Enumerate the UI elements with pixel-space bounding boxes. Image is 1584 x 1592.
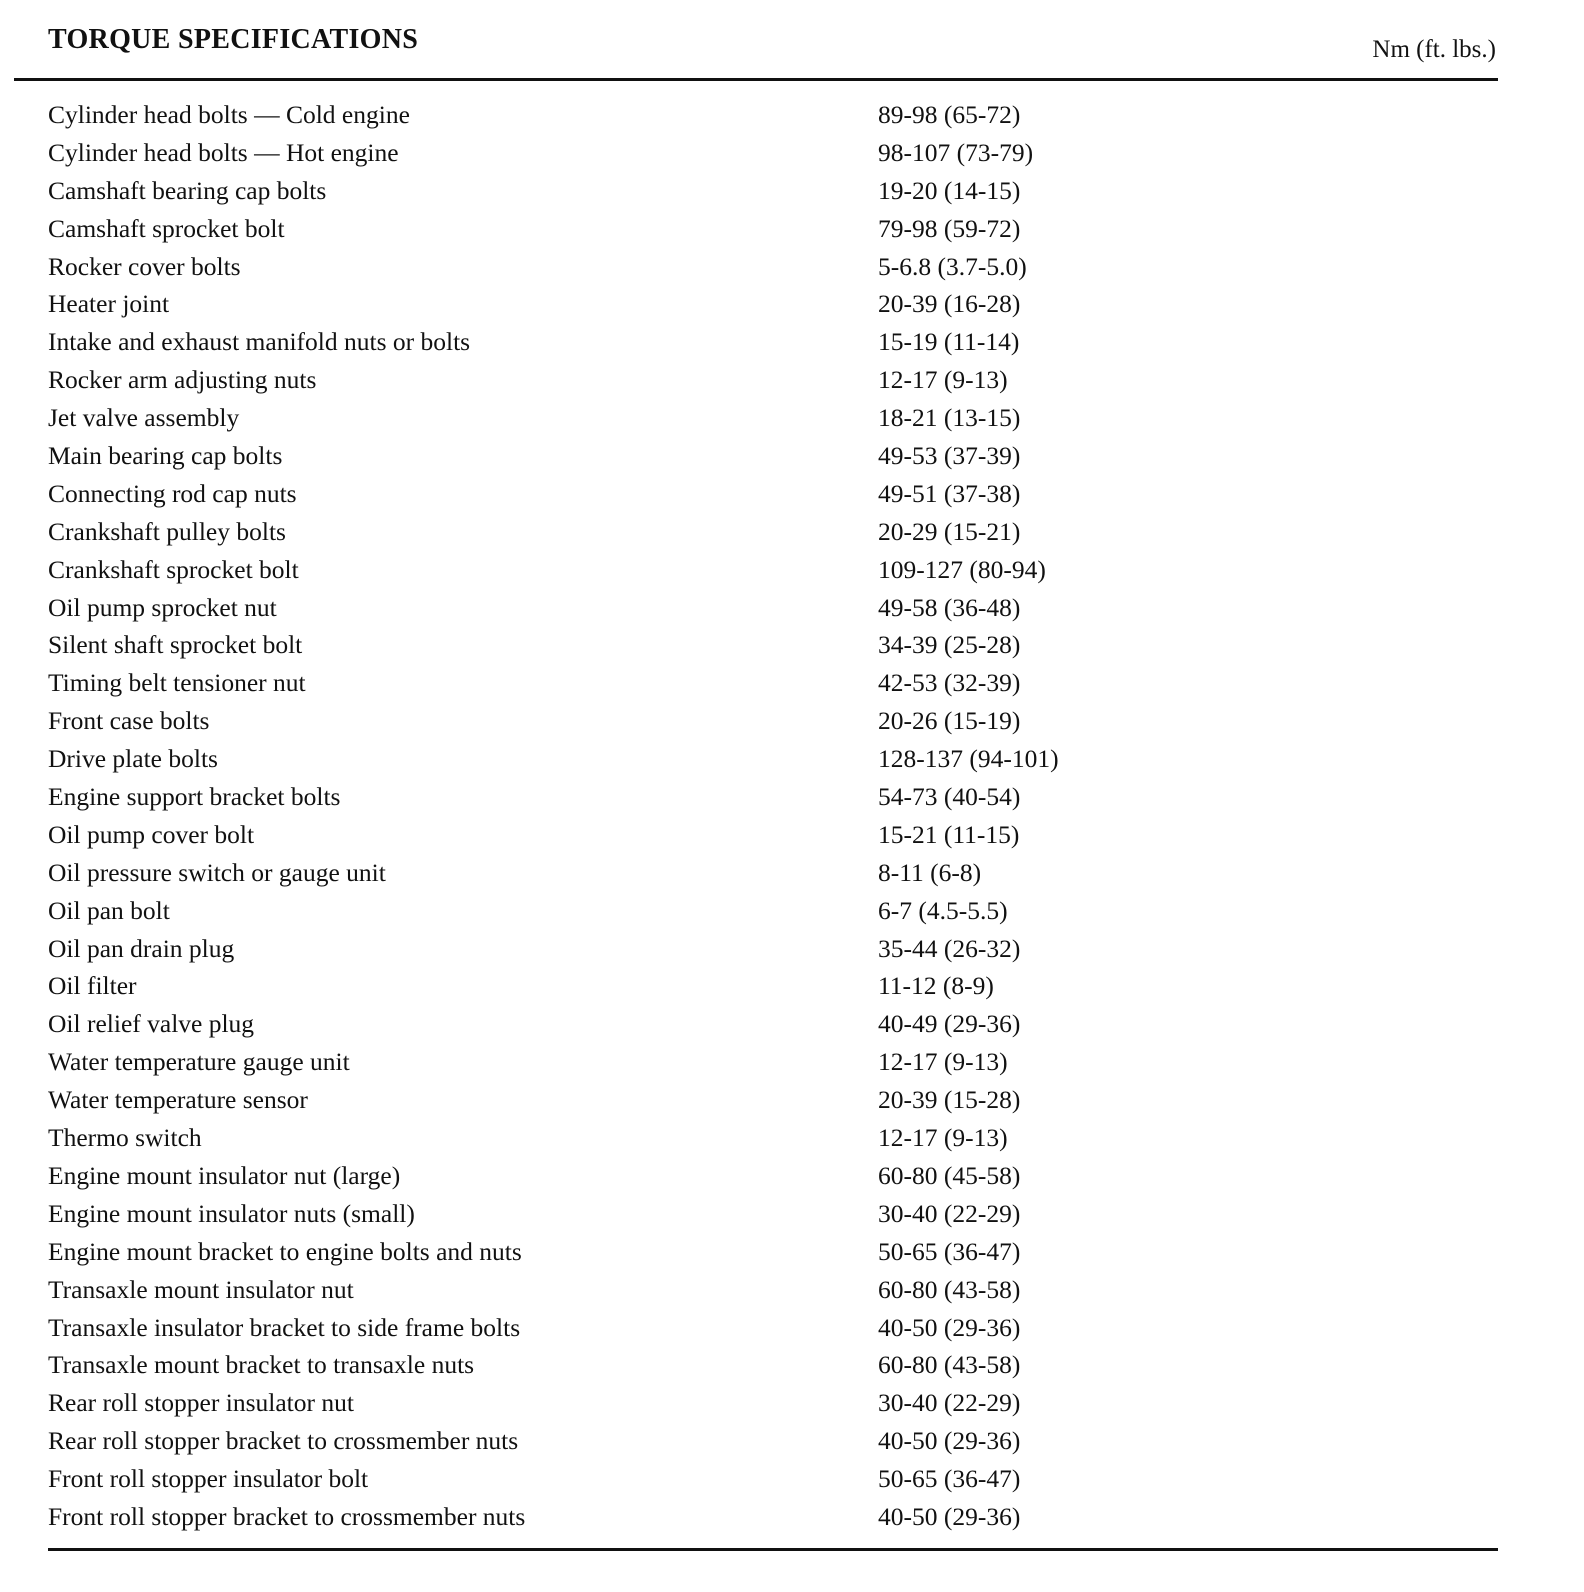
spec-torque-value: 11-12 (8-9) bbox=[878, 971, 994, 1001]
spec-row bbox=[0, 176, 1584, 214]
torque-spec-table bbox=[0, 100, 1584, 1540]
spec-torque-value: 5-6.8 (3.7-5.0) bbox=[878, 251, 1027, 281]
spec-torque-value: 35-44 (26-32) bbox=[878, 933, 1021, 963]
spec-row bbox=[0, 706, 1584, 744]
spec-item-label: Front roll stopper insulator bolt bbox=[48, 1464, 369, 1494]
spec-item-label: Oil pump cover bolt bbox=[48, 819, 255, 849]
spec-item-label: Transaxle mount bracket to transaxle nuts bbox=[48, 1350, 475, 1380]
spec-item-label: Cylinder head bolts — Hot engine bbox=[48, 137, 399, 167]
bottom-divider bbox=[48, 1548, 1498, 1551]
spec-item-label: Front case bolts bbox=[48, 706, 210, 736]
spec-item-label: Water temperature gauge unit bbox=[48, 1047, 350, 1077]
spec-item-label: Connecting rod cap nuts bbox=[48, 478, 297, 508]
spec-row bbox=[0, 555, 1584, 593]
spec-row bbox=[0, 289, 1584, 327]
spec-torque-value: 12-17 (9-13) bbox=[878, 1123, 1008, 1153]
spec-torque-value: 18-21 (13-15) bbox=[878, 403, 1021, 433]
spec-row bbox=[0, 252, 1584, 290]
spec-row bbox=[0, 858, 1584, 896]
spec-torque-value: 8-11 (6-8) bbox=[878, 857, 982, 887]
spec-row bbox=[0, 1009, 1584, 1047]
spec-torque-value: 128-137 (94-101) bbox=[878, 744, 1059, 774]
spec-row bbox=[0, 214, 1584, 252]
spec-torque-value: 12-17 (9-13) bbox=[878, 365, 1008, 395]
spec-item-label: Engine support bracket bolts bbox=[48, 782, 341, 812]
spec-item-label: Crankshaft pulley bolts bbox=[48, 516, 286, 546]
spec-item-label: Oil pressure switch or gauge unit bbox=[48, 857, 386, 887]
spec-row bbox=[0, 820, 1584, 858]
spec-row bbox=[0, 1085, 1584, 1123]
spec-row bbox=[0, 1199, 1584, 1237]
spec-torque-value: 19-20 (14-15) bbox=[878, 175, 1021, 205]
spec-row bbox=[0, 517, 1584, 555]
spec-torque-value: 98-107 (73-79) bbox=[878, 137, 1034, 167]
page-title: TORQUE SPECIFICATIONS bbox=[48, 24, 419, 55]
spec-item-label: Rear roll stopper bracket to crossmember nuts bbox=[48, 1426, 519, 1456]
spec-item-label: Engine mount bracket to engine bolts and nuts bbox=[48, 1236, 522, 1266]
spec-torque-value: 54-73 (40-54) bbox=[878, 782, 1021, 812]
spec-row bbox=[0, 1502, 1584, 1540]
spec-row bbox=[0, 1161, 1584, 1199]
spec-row bbox=[0, 744, 1584, 782]
spec-item-label: Camshaft bearing cap bolts bbox=[48, 175, 327, 205]
spec-row bbox=[0, 327, 1584, 365]
spec-torque-value: 20-39 (15-28) bbox=[878, 1085, 1021, 1115]
spec-item-label: Cylinder head bolts — Cold engine bbox=[48, 100, 410, 129]
spec-item-label: Jet valve assembly bbox=[48, 403, 240, 433]
spec-item-label: Front roll stopper bracket to crossmember nuts bbox=[48, 1501, 526, 1531]
spec-item-label: Intake and exhaust manifold nuts or bolts bbox=[48, 327, 471, 357]
spec-torque-value: 12-17 (9-13) bbox=[878, 1047, 1008, 1077]
spec-item-label: Transaxle insulator bracket to side frame bolts bbox=[48, 1312, 521, 1342]
spec-torque-value: 20-39 (16-28) bbox=[878, 289, 1021, 319]
spec-item-label: Rocker cover bolts bbox=[48, 251, 241, 281]
spec-torque-value: 20-29 (15-21) bbox=[878, 516, 1021, 546]
spec-torque-value: 6-7 (4.5-5.5) bbox=[878, 895, 1008, 925]
spec-torque-value: 15-19 (11-14) bbox=[878, 327, 1020, 357]
spec-torque-value: 79-98 (59-72) bbox=[878, 213, 1021, 243]
spec-torque-value: 60-80 (43-58) bbox=[878, 1274, 1021, 1304]
spec-row bbox=[0, 630, 1584, 668]
spec-row bbox=[0, 1313, 1584, 1351]
spec-item-label: Oil pan drain plug bbox=[48, 933, 235, 963]
spec-item-label: Water temperature sensor bbox=[48, 1085, 308, 1115]
spec-row bbox=[0, 1464, 1584, 1502]
spec-row bbox=[0, 1426, 1584, 1464]
spec-torque-value: 109-127 (80-94) bbox=[878, 554, 1046, 584]
spec-row bbox=[0, 365, 1584, 403]
spec-row bbox=[0, 782, 1584, 820]
top-divider bbox=[14, 78, 1498, 81]
spec-row bbox=[0, 441, 1584, 479]
spec-torque-value: 49-58 (36-48) bbox=[878, 592, 1021, 622]
spec-torque-value: 15-21 (11-15) bbox=[878, 819, 1020, 849]
spec-item-label: Transaxle mount insulator nut bbox=[48, 1274, 354, 1304]
spec-torque-value: 49-53 (37-39) bbox=[878, 441, 1021, 471]
spec-torque-value: 34-39 (25-28) bbox=[878, 630, 1021, 660]
spec-item-label: Silent shaft sprocket bolt bbox=[48, 630, 303, 660]
spec-row bbox=[0, 668, 1584, 706]
spec-row bbox=[0, 403, 1584, 441]
spec-row bbox=[0, 896, 1584, 934]
spec-item-label: Crankshaft sprocket bolt bbox=[48, 554, 299, 584]
spec-row bbox=[0, 138, 1584, 176]
spec-item-label: Oil relief valve plug bbox=[48, 1009, 255, 1039]
spec-row bbox=[0, 479, 1584, 517]
spec-torque-value: 60-80 (43-58) bbox=[878, 1350, 1021, 1380]
spec-item-label: Main bearing cap bolts bbox=[48, 441, 283, 471]
spec-row bbox=[0, 593, 1584, 631]
unit-label: Nm (ft. lbs.) bbox=[1372, 36, 1496, 63]
spec-torque-value: 49-51 (37-38) bbox=[878, 478, 1021, 508]
spec-row bbox=[0, 100, 1584, 138]
spec-torque-value: 40-50 (29-36) bbox=[878, 1426, 1021, 1456]
spec-row bbox=[0, 971, 1584, 1009]
spec-torque-value: 40-50 (29-36) bbox=[878, 1501, 1021, 1531]
spec-row bbox=[0, 934, 1584, 972]
spec-row bbox=[0, 1047, 1584, 1085]
spec-item-label: Engine mount insulator nut (large) bbox=[48, 1160, 401, 1190]
spec-torque-value: 30-40 (22-29) bbox=[878, 1198, 1021, 1228]
spec-row bbox=[0, 1237, 1584, 1275]
spec-item-label: Rear roll stopper insulator nut bbox=[48, 1388, 354, 1418]
spec-torque-value: 89-98 (65-72) bbox=[878, 100, 1021, 129]
spec-row bbox=[0, 1350, 1584, 1388]
spec-row bbox=[0, 1388, 1584, 1426]
spec-torque-value: 40-50 (29-36) bbox=[878, 1312, 1021, 1342]
spec-item-label: Oil pump sprocket nut bbox=[48, 592, 277, 622]
spec-row bbox=[0, 1275, 1584, 1313]
spec-torque-value: 42-53 (32-39) bbox=[878, 668, 1021, 698]
spec-torque-value: 30-40 (22-29) bbox=[878, 1388, 1021, 1418]
spec-item-label: Engine mount insulator nuts (small) bbox=[48, 1198, 415, 1228]
spec-row bbox=[0, 1123, 1584, 1161]
spec-item-label: Oil pan bolt bbox=[48, 895, 170, 925]
spec-item-label: Oil filter bbox=[48, 971, 137, 1001]
spec-item-label: Heater joint bbox=[48, 289, 170, 319]
spec-item-label: Drive plate bolts bbox=[48, 744, 218, 774]
spec-item-label: Rocker arm adjusting nuts bbox=[48, 365, 317, 395]
spec-item-label: Timing belt tensioner nut bbox=[48, 668, 306, 698]
spec-torque-value: 60-80 (45-58) bbox=[878, 1160, 1021, 1190]
spec-torque-value: 20-26 (15-19) bbox=[878, 706, 1021, 736]
spec-torque-value: 40-49 (29-36) bbox=[878, 1009, 1021, 1039]
spec-item-label: Thermo switch bbox=[48, 1123, 202, 1153]
spec-item-label: Camshaft sprocket bolt bbox=[48, 213, 285, 243]
spec-torque-value: 50-65 (36-47) bbox=[878, 1236, 1021, 1266]
spec-torque-value: 50-65 (36-47) bbox=[878, 1464, 1021, 1494]
